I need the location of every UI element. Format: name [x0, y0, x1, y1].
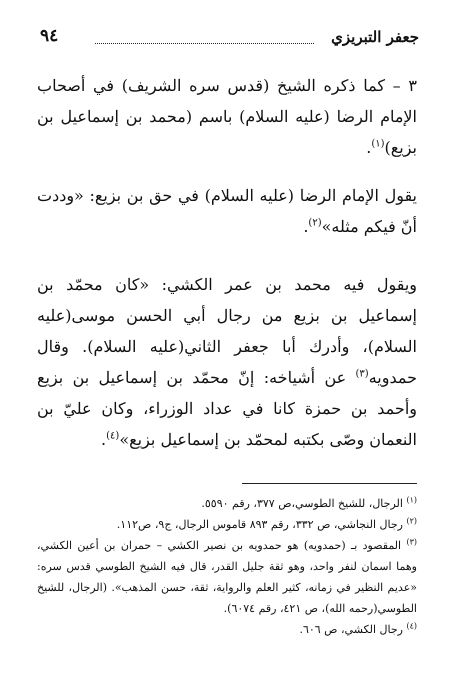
- footnote-ref-2: (٢): [308, 217, 322, 229]
- footnote-1: [37, 493, 417, 514]
- paragraph-1-text: ٣ – كما ذكره الشيخ (قدس سره الشريف) في أصحاب الإمام الرضا (عليه السلام) باسم (محمد بن إسماعيل بن بزيع): [37, 76, 417, 157]
- footnote-2-text: رجال النجاشي، ص ٣٣٢، رقم ٨٩٣ قاموس الرجال، ج٩، ص١١٢.: [116, 518, 403, 531]
- paragraph-2: [37, 180, 417, 242]
- paragraph-1-end: .: [366, 138, 372, 157]
- footnote-4-number: (٤): [406, 621, 417, 631]
- paragraph-3: [37, 269, 417, 455]
- main-text: [37, 70, 417, 455]
- paragraph-3-text-a: ويقول فيه محمد بن عمر الكشي: «كان محمّد بن إسماعيل بن بزيع من رجال أبي الحسن موسى(عليه السلام)، وأدرك أبا جعفر الثاني(عليه السلام). وقال حمدويه: [37, 275, 417, 387]
- footnote-3-number: (٣): [406, 537, 418, 547]
- footnote-ref-3: (٣): [355, 368, 369, 380]
- footnote-3-text: المقصود بـ (حمدويه) هو حمدويه بن نصير الكشي – حمران بن أعين الكشي، وهما اسمان لنفر واحد، وهو ثقة جليل القدر، قال فيه الشيخ الطوسي قدس سره: «عديم النظير في زمانه، كثير العلم والرواية، ثقة، حسن المذهب». (الرجال، للشيخ الطوسي(رحمه الله)، ص ٤٢١، رقم ٦٠٧٤).: [37, 539, 417, 615]
- page-header: [40, 28, 419, 54]
- footnote-4: [37, 619, 417, 640]
- footnote-1-number: (١): [406, 495, 417, 505]
- header-dotted-leader: [95, 43, 314, 44]
- footnotes: [37, 493, 417, 640]
- footnote-2-number: (٢): [406, 516, 417, 526]
- paragraph-2-end: .: [303, 217, 309, 236]
- footnote-ref-4: (٤): [106, 430, 120, 442]
- footnote-4-text: رجال الكشي، ص ٦٠٦.: [299, 623, 403, 636]
- footnote-separator: [242, 483, 417, 484]
- paragraph-2-text: يقول الإمام الرضا (عليه السلام) في حق بن بزيع: «وددت أنّ فيكم مثله»: [37, 186, 417, 236]
- footnote-ref-1: (١): [371, 138, 385, 150]
- paragraph-1: [37, 70, 417, 163]
- paragraph-3-text-b: عن أشياخه: إنّ محمّد بن إسماعيل بن بزيع وأحمد بن حمزة كانا في عداد الوزراء، وكان عليّ بن النعمان وصّى بكتبه لمحمّد بن إسماعيل بزيع»: [37, 368, 417, 449]
- footnote-1-text: الرجال، للشيخ الطوسي،ص ٣٧٧، رقم ٥٥٩٠.: [201, 497, 403, 510]
- footnote-2: [37, 514, 417, 535]
- page-number: ٩٤: [40, 26, 59, 46]
- running-title: جعفر التبريزي: [331, 28, 419, 46]
- paragraph-3-end: .: [101, 430, 107, 449]
- footnote-3: [37, 535, 417, 619]
